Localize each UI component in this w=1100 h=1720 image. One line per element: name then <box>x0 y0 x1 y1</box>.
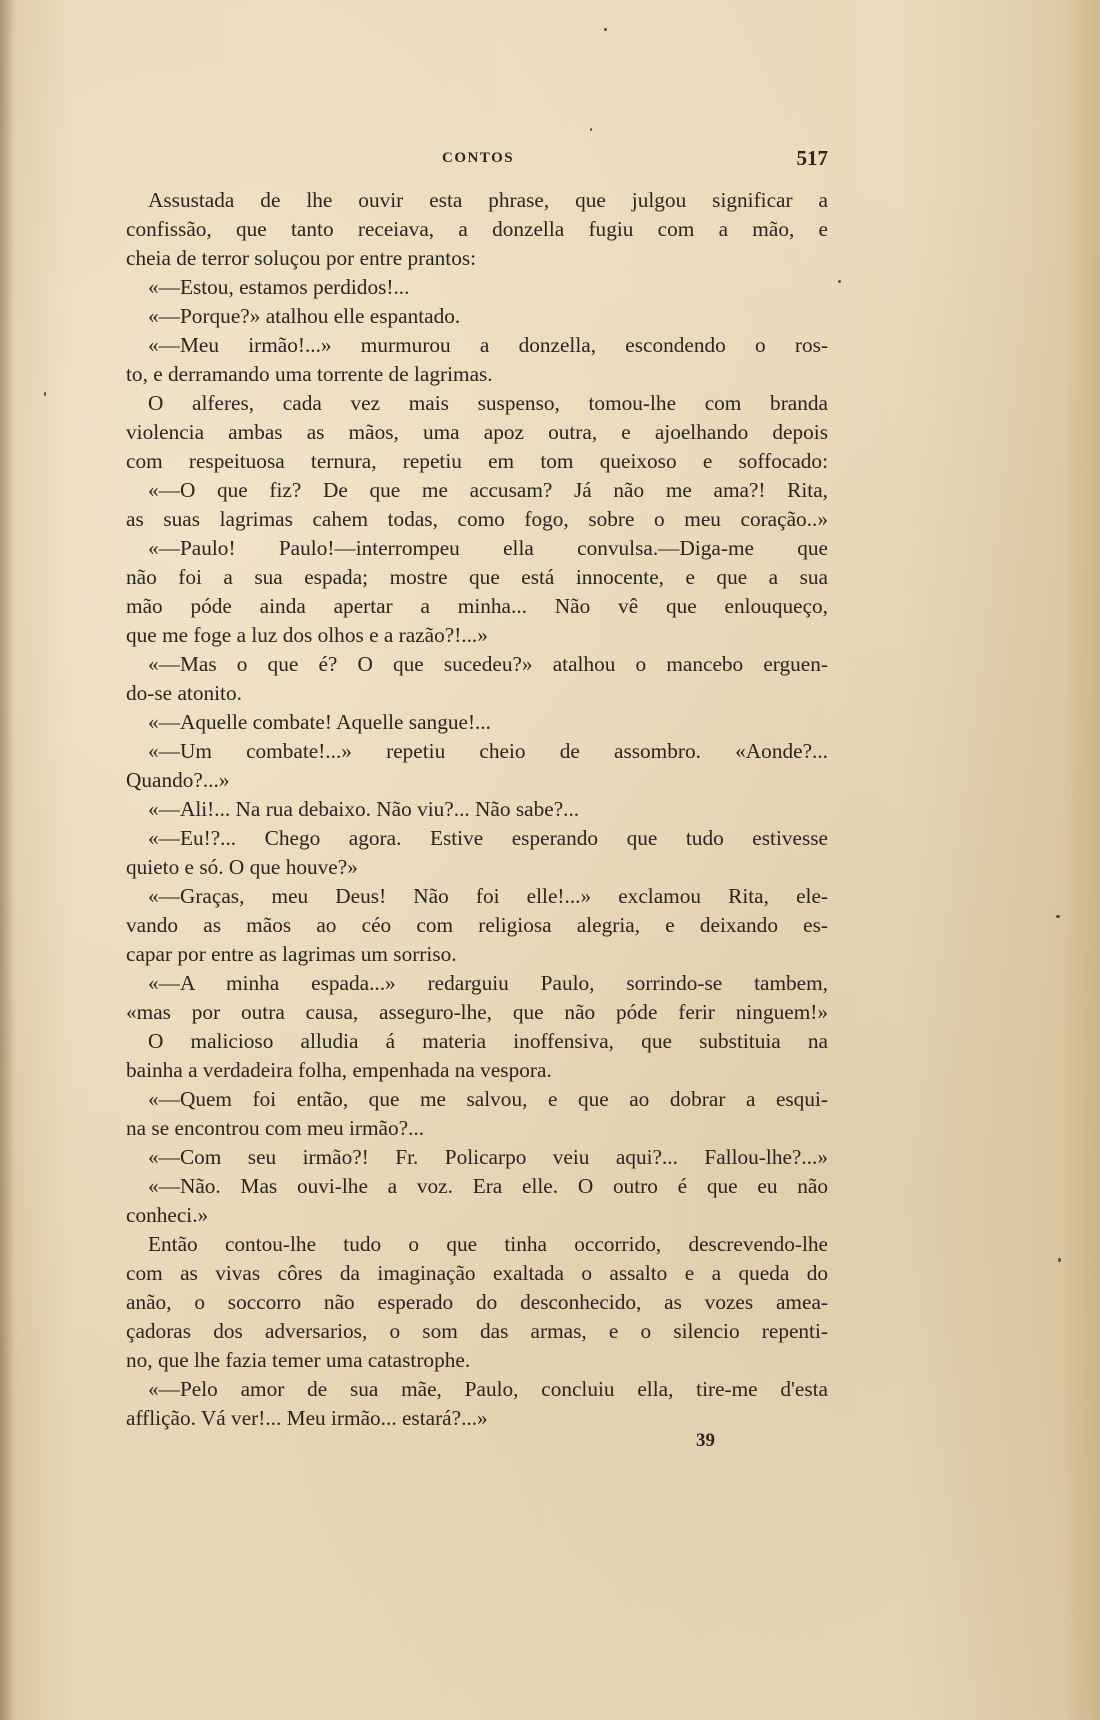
paper-speck <box>44 392 46 396</box>
text-line: «—A minha espada...» redarguiu Paulo, sorrindo-se tambem, <box>148 971 828 995</box>
text-line: Assustada de lhe ouvir esta phrase, que julgou significar a <box>148 188 828 212</box>
text-line: «—Pelo amor de sua mãe, Paulo, concluiu ella, tire-me d'esta <box>148 1377 828 1401</box>
text-line: anão, o soccorro não esperado do desconhecido, as vozes amea- <box>126 1290 828 1314</box>
text-line: Quando?...» <box>126 768 230 792</box>
text-line: afflição. Vá ver!... Meu irmão... estará?...» <box>126 1406 488 1430</box>
text-line: do-se atonito. <box>126 681 242 705</box>
running-head <box>126 148 828 172</box>
text-line: não foi a sua espada; mostre que está innocente, e que a sua <box>126 565 828 589</box>
text-line: «—Quem foi então, que me salvou, e que ao dobrar a esqui- <box>148 1087 828 1111</box>
text-line: com as vivas côres da imaginação exaltada o assalto e a queda do <box>126 1261 828 1285</box>
text-line: «mas por outra causa, asseguro-lhe, que não póde ferir ninguem!» <box>126 1000 828 1024</box>
text-line: «—Ali!... Na rua debaixo. Não viu?... Não sabe?... <box>148 797 580 821</box>
paper-speck <box>1058 1258 1061 1262</box>
text-line: quieto e só. O que houve?» <box>126 855 358 879</box>
signature-mark: 39 <box>696 1430 715 1451</box>
text-line: «—Meu irmão!...» murmurou a donzella, escondendo o ros- <box>148 333 828 357</box>
spine-shadow <box>0 0 14 1720</box>
text-line: cheia de terror soluçou por entre prantos: <box>126 246 477 270</box>
body-text <box>126 186 828 1433</box>
text-line: «—Mas o que é? O que sucedeu?» atalhou o mancebo erguen- <box>148 652 828 676</box>
text-line: «—Estou, estamos perdidos!... <box>148 275 410 299</box>
text-line: violencia ambas as mãos, uma apoz outra, e ajoelhando depois <box>126 420 828 444</box>
text-line: bainha a verdadeira folha, empenhada na vespora. <box>126 1058 552 1082</box>
text-line: Então contou-lhe tudo o que tinha occorrido, descrevendo-lhe <box>148 1232 828 1256</box>
text-line: çadoras dos adversarios, o som das armas, e o silencio repenti- <box>126 1319 828 1343</box>
text-line: «—O que fiz? De que me accusam? Já não me ama?! Rita, <box>148 478 828 502</box>
text-line: «—Graças, meu Deus! Não foi elle!...» exclamou Rita, ele- <box>148 884 828 908</box>
text-line: «—Com seu irmão?! Fr. Policarpo veiu aqui?... Fallou-lhe?...» <box>148 1145 828 1169</box>
text-line: «—Um combate!...» repetiu cheio de assombro. «Aonde?... <box>148 739 828 763</box>
text-line: «—Eu!?... Chego agora. Estive esperando que tudo estivesse <box>148 826 828 850</box>
text-line: no, que lhe fazia temer uma catastrophe. <box>126 1348 471 1372</box>
text-line: to, e derramando uma torrente de lagrimas. <box>126 362 493 386</box>
text-line: que me foge a luz dos olhos e a razão?!...» <box>126 623 488 647</box>
text-line: «—Paulo! Paulo!—interrompeu ella convulsa.—Diga-me que <box>148 536 828 560</box>
text-line: O alferes, cada vez mais suspenso, tomou-lhe com branda <box>148 391 828 415</box>
paper-speck <box>604 28 607 31</box>
paper-speck <box>1056 915 1060 918</box>
paper-speck <box>838 280 841 283</box>
text-line: vando as mãos ao céo com religiosa alegria, e deixando es- <box>126 913 828 937</box>
page-number: 517 <box>796 146 828 170</box>
running-title: CONTOS <box>442 150 515 166</box>
text-line: «—Aquelle combate! Aquelle sangue!... <box>148 710 492 734</box>
text-line: mão póde ainda apertar a minha... Não vê que enlouqueço, <box>126 594 828 618</box>
paper-speck <box>590 128 592 131</box>
text-line: na se encontrou com meu irmão?... <box>126 1116 425 1140</box>
text-line: O malicioso alludia á materia inoffensiva, que substituia na <box>148 1029 828 1053</box>
text-line: confissão, que tanto receiava, a donzella fugiu com a mão, e <box>126 217 828 241</box>
text-line: conheci.» <box>126 1203 209 1227</box>
text-line: «—Não. Mas ouvi-lhe a voz. Era elle. O outro é que eu não <box>148 1174 828 1198</box>
text-line: as suas lagrimas cahem todas, como fogo, sobre o meu coração..» <box>126 507 828 531</box>
text-line: «—Porque?» atalhou elle espantado. <box>148 304 461 328</box>
text-line: com respeituosa ternura, repetiu em tom queixoso e soffocado: <box>126 449 828 473</box>
text-line: capar por entre as lagrimas um sorriso. <box>126 942 457 966</box>
